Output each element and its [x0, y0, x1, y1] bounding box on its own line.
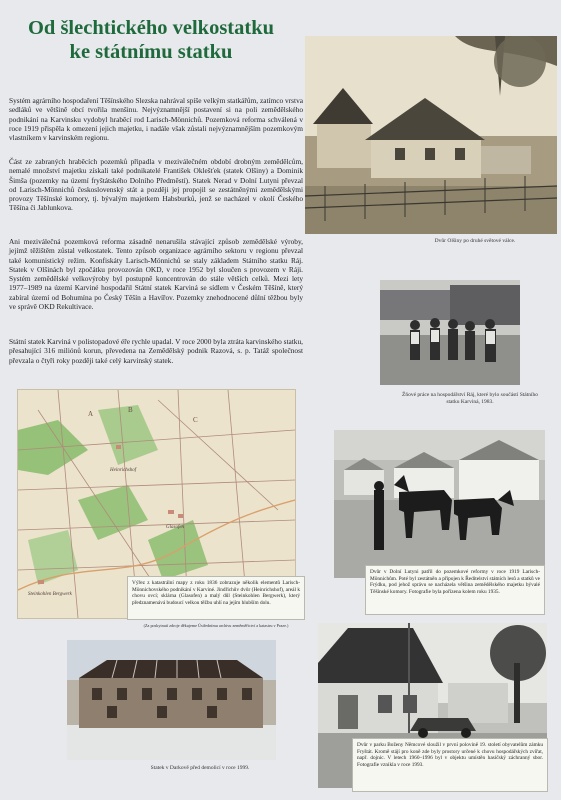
paragraph-1: Systém agrárního hospodaření Těšínského Slezska nahrával spíše velkým statkářům, zatímco vrstva sedláků ve většině obcí tvořila menšinu. Nejvýznamnější postavení si na poli zemědělského podnikání na Karvinsku vydobyl hraběcí rod Larisch-Mönnichů. Pozemková reforma schválená v roce 1919 přispěla k omezení jejich majetku, i nadále však zůstali nejvýznamnějším pozemkovým vlastníkem v karvinském regionu. [9, 96, 303, 143]
caption-darkov-ruin: Statek v Darkově před demolicí v roce 1999. [150, 765, 250, 771]
paragraph-3: Ani meziválečná pozemková reforma zásadně nenarušila stávající způsob zemědělské výroby, jejímž těžištěm zůstal velkostatek. Tento způsob organizace agrárního sektoru v regionu převzal také komunistický režim. Konfiskáty Larisch-Mönnichů se staly základem Státního statku Ráj. Statek v Olšinách byl zpočátku provozován OKD, v roce 1952 byl sloučen s provozem v Ráji. Systém zemědělské velkovýroby byl postupně koncentrován do stále větších celků. Mezi lety 1977–1989 na území Karviné hospodařil Státní statek Karviná se sídlem v Českém Těšíně, který zabíral území od Bohumína po Český Těšín a Havířov. Pozemky znehodnocené důlní těžbou byly ve správě OKD Rekultivace. [9, 237, 303, 312]
caption-map: Výřez z katastrální mapy z roku 1836 zobrazuje několik elementů Larisch-Mönnichovského podnikání v Karviné. Jindřichův dvůr (Heinrichshof), areál k chovu ovcí; sklárna (Glasofen) a malý důl (Steinkohlen Bergwerk), který předznamenává budoucí velkou těžbu uhlí na jejím hlubším dolu. [127, 576, 305, 620]
horses-image [334, 430, 545, 578]
paragraph-2: Část ze zabraných hraběcích pozemků připadla v meziválečném období drobným zemědělcům, nemalé množství majetku získali také podnikatelé František Oklešťek (statek Olšiny) a Dominik Šimša (pozemky na území fryštátského Dolního Předměstí). Statek Nerad v Dolní Lutyni převzal od Larisch-Mönnichů československý stát a později jej propojil se zestátněnými zemědělskými provozy Těšínské komory, tj. bývalým majetkem Habsburků, jenž se nacházel v okolí Českého Těšína či Jablunkova. [9, 157, 303, 213]
map-label-a: A [88, 410, 94, 418]
darkov-ruin-image [67, 640, 276, 760]
caption-map-source: (Za poskytnutí zdroje děkujeme Ústřednímu archivu zeměměřictví a katastru v Praze.) [143, 623, 289, 628]
photo-darkov-ruin [67, 640, 276, 760]
photo-olsiny-farm [305, 36, 557, 234]
map-label-c: C [193, 416, 198, 424]
paragraph-4: Státní statek Karviná v polistopadové éře rychle upadal. V roce 2000 byla ztráta karvinského statku, přesahující 316 miliónů korun, převedena na Zemědělský podnik Razová, s. p. Tatáž společnost převzala o čtyři roky později také celý karvinský statek. [9, 337, 303, 365]
title-line-1: Od šlechtického velkostatku [27, 17, 275, 39]
title-line-2: ke státnímu statku [69, 41, 233, 63]
caption-horses: Dvůr v Dolní Lutyni patřil do pozemkové reformy v roce 1919 Larisch-Mönnichům. Poté byl zestátněn a připojen k Ředitelství státních lesů a statků ve Frýdku, pod jehož správu se nacházela většina zemědělského majetku bývalé Těšínské komory. Fotografie byla pořízena kolem roku 1935. [365, 565, 545, 615]
photo-harvest-workers [380, 280, 520, 385]
map-label-glasofen: Glasofen [166, 525, 185, 530]
photo-horses-dolni-lutyne [334, 430, 545, 578]
page-title [6, 16, 296, 64]
map-label-bergwerk: Steinkohlen Bergwerk [28, 592, 72, 597]
olsiny-farm-image [305, 36, 557, 234]
caption-park: Dvůr v parku Boženy Němcové sloužil v první polovině 19. století obyvatelům zámku Fryštát. Kromě stájí pro koně zde byly prostory určené k chovu hospodářských zvířat, např. dojnic. V letech 1960–1996 byl v objektu umístěn hasičský záchranný sbor. Fotografie vznikla v roce 1993. [352, 738, 548, 792]
caption-olsiny: Dvůr Olšiny po druhé světové válce. [434, 238, 516, 244]
map-label-heinrichshof: Heinrichshof [110, 468, 137, 473]
map-label-b: B [128, 406, 133, 414]
caption-harvest-workers: Žňové práce na hospodářství Ráj, které bylo součástí Státního statku Karviná, 1983. [401, 392, 539, 405]
harvest-workers-image [380, 280, 520, 385]
